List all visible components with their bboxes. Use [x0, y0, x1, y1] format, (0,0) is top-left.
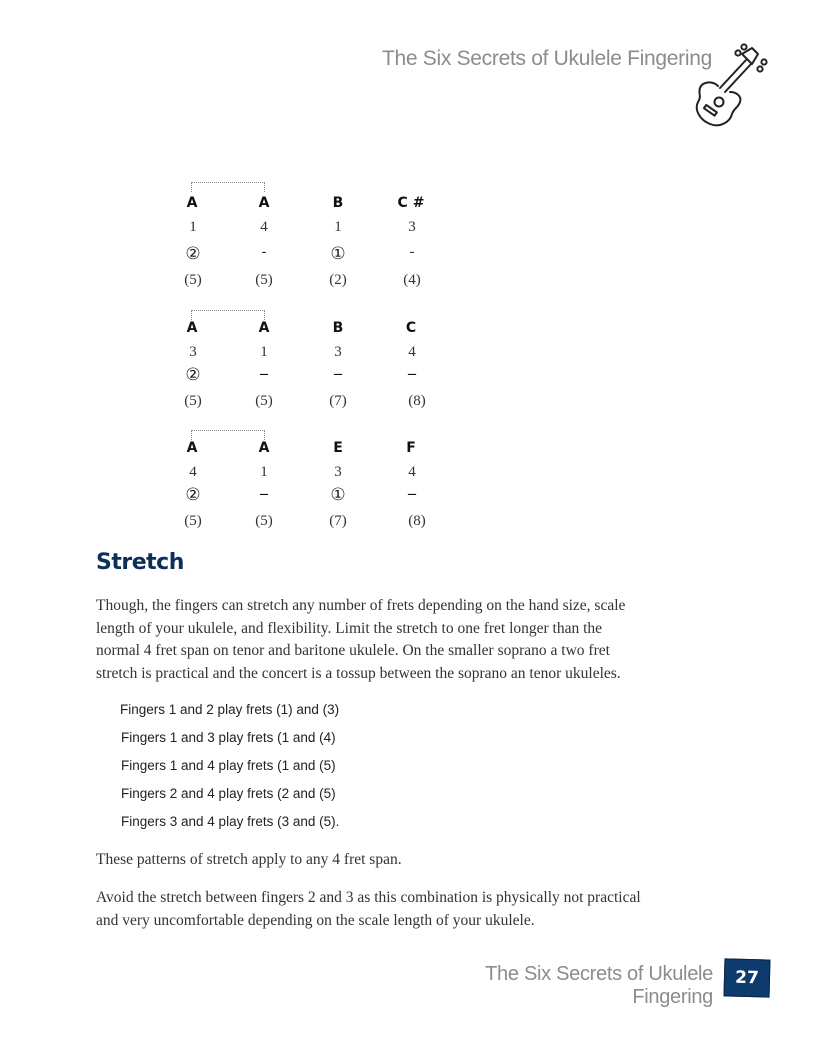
string-number: ②	[185, 485, 201, 505]
span-paragraph: These patterns of stretch apply to any 4 fret span.	[96, 851, 402, 868]
finger-row	[175, 464, 455, 484]
fret-number: (5)	[255, 393, 273, 409]
finger-number: 1	[334, 219, 342, 235]
list-item: Fingers 1 and 2 play frets (1) and (3)	[120, 702, 340, 717]
fret-number: (7)	[329, 393, 347, 409]
finger-number: 3	[408, 219, 416, 235]
fret-number: (7)	[329, 513, 347, 529]
string-row	[175, 485, 455, 505]
ukulele-icon	[690, 42, 778, 130]
fret-row	[175, 513, 455, 533]
string-number: –	[260, 365, 268, 382]
finger-number: 3	[334, 344, 342, 360]
note: C #	[397, 195, 425, 211]
finger-row	[175, 219, 455, 239]
string-number: –	[408, 485, 416, 502]
note: A	[186, 195, 198, 211]
string-number: -	[261, 244, 267, 260]
fret-number: (4)	[403, 272, 421, 288]
note: B	[332, 195, 344, 211]
note-row	[175, 440, 455, 460]
fret-number: (5)	[184, 272, 202, 288]
fret-number: (8)	[408, 393, 426, 409]
pair-bracket	[191, 430, 265, 440]
stretch-pattern-list	[120, 699, 339, 839]
finger-row	[175, 344, 455, 364]
string-number: ①	[330, 244, 346, 264]
fret-number: (5)	[184, 393, 202, 409]
string-number: -	[409, 244, 415, 260]
note: A	[258, 440, 270, 456]
note: A	[258, 195, 270, 211]
fret-row	[175, 272, 455, 292]
fret-row	[175, 393, 455, 413]
note-row	[175, 320, 455, 340]
list-item: Fingers 2 and 4 play frets (2 and (5)	[121, 786, 336, 801]
fret-number: (5)	[184, 513, 202, 529]
page-number: 27	[734, 967, 760, 989]
finger-number: 3	[334, 464, 342, 480]
page-header-title: The Six Secrets of Ukulele Fingering	[381, 47, 712, 70]
list-item: Fingers 1 and 4 play frets (1 and (5)	[121, 758, 336, 773]
note: A	[186, 320, 198, 336]
finger-number: 1	[260, 464, 268, 480]
pair-bracket	[191, 310, 265, 320]
text-line: Avoid the stretch between fingers 2 and 3 as this combination is physically not practical	[96, 889, 641, 906]
text-line: stretch is practical and the concert is a tossup between the soprano an tenor ukuleles.	[96, 664, 621, 682]
finger-number: 4	[408, 464, 416, 480]
note: B	[332, 320, 344, 336]
string-number: –	[408, 365, 416, 382]
avoid-paragraph	[96, 887, 736, 932]
note: A	[258, 320, 270, 336]
page-number-badge	[724, 958, 771, 997]
intro-paragraph	[96, 595, 736, 685]
section-heading: Stretch	[96, 550, 184, 575]
finger-number: 4	[189, 464, 197, 480]
note: F	[406, 440, 416, 456]
string-number: –	[260, 485, 268, 502]
finger-number: 1	[189, 219, 197, 235]
pair-bracket	[191, 182, 265, 192]
fret-number: (5)	[255, 513, 273, 529]
fret-number: (2)	[329, 272, 347, 288]
finger-number: 3	[189, 344, 197, 360]
finger-number: 1	[260, 344, 268, 360]
fret-number: (5)	[255, 272, 273, 288]
fret-number: (8)	[408, 513, 426, 529]
note: C	[405, 320, 417, 336]
text-line: length of your ukulele, and flexibility. Limit the stretch to one fret longer than the	[96, 619, 603, 637]
finger-number: 4	[260, 219, 268, 235]
note: E	[333, 440, 343, 456]
note-row	[175, 195, 455, 215]
string-row	[175, 365, 455, 385]
string-number: ①	[330, 485, 346, 505]
string-row	[175, 244, 455, 264]
finger-number: 4	[408, 344, 416, 360]
string-number: ②	[185, 365, 201, 385]
string-number: ②	[185, 244, 201, 264]
list-item: Fingers 3 and 4 play frets (3 and (5).	[121, 814, 340, 829]
text-line: normal 4 fret span on tenor and baritone ukulele. On the smaller soprano a two fret	[96, 642, 610, 660]
text-line: and very uncomfortable depending on the scale length of your ukulele.	[96, 911, 535, 929]
page-footer-title: The Six Secrets of Ukulele Fingering	[485, 963, 713, 1008]
list-item: Fingers 1 and 3 play frets (1 and (4)	[121, 730, 336, 745]
string-number: –	[334, 365, 342, 382]
note: A	[186, 440, 198, 456]
text-line: Though, the fingers can stretch any number of frets depending on the hand size, scale	[96, 597, 626, 614]
